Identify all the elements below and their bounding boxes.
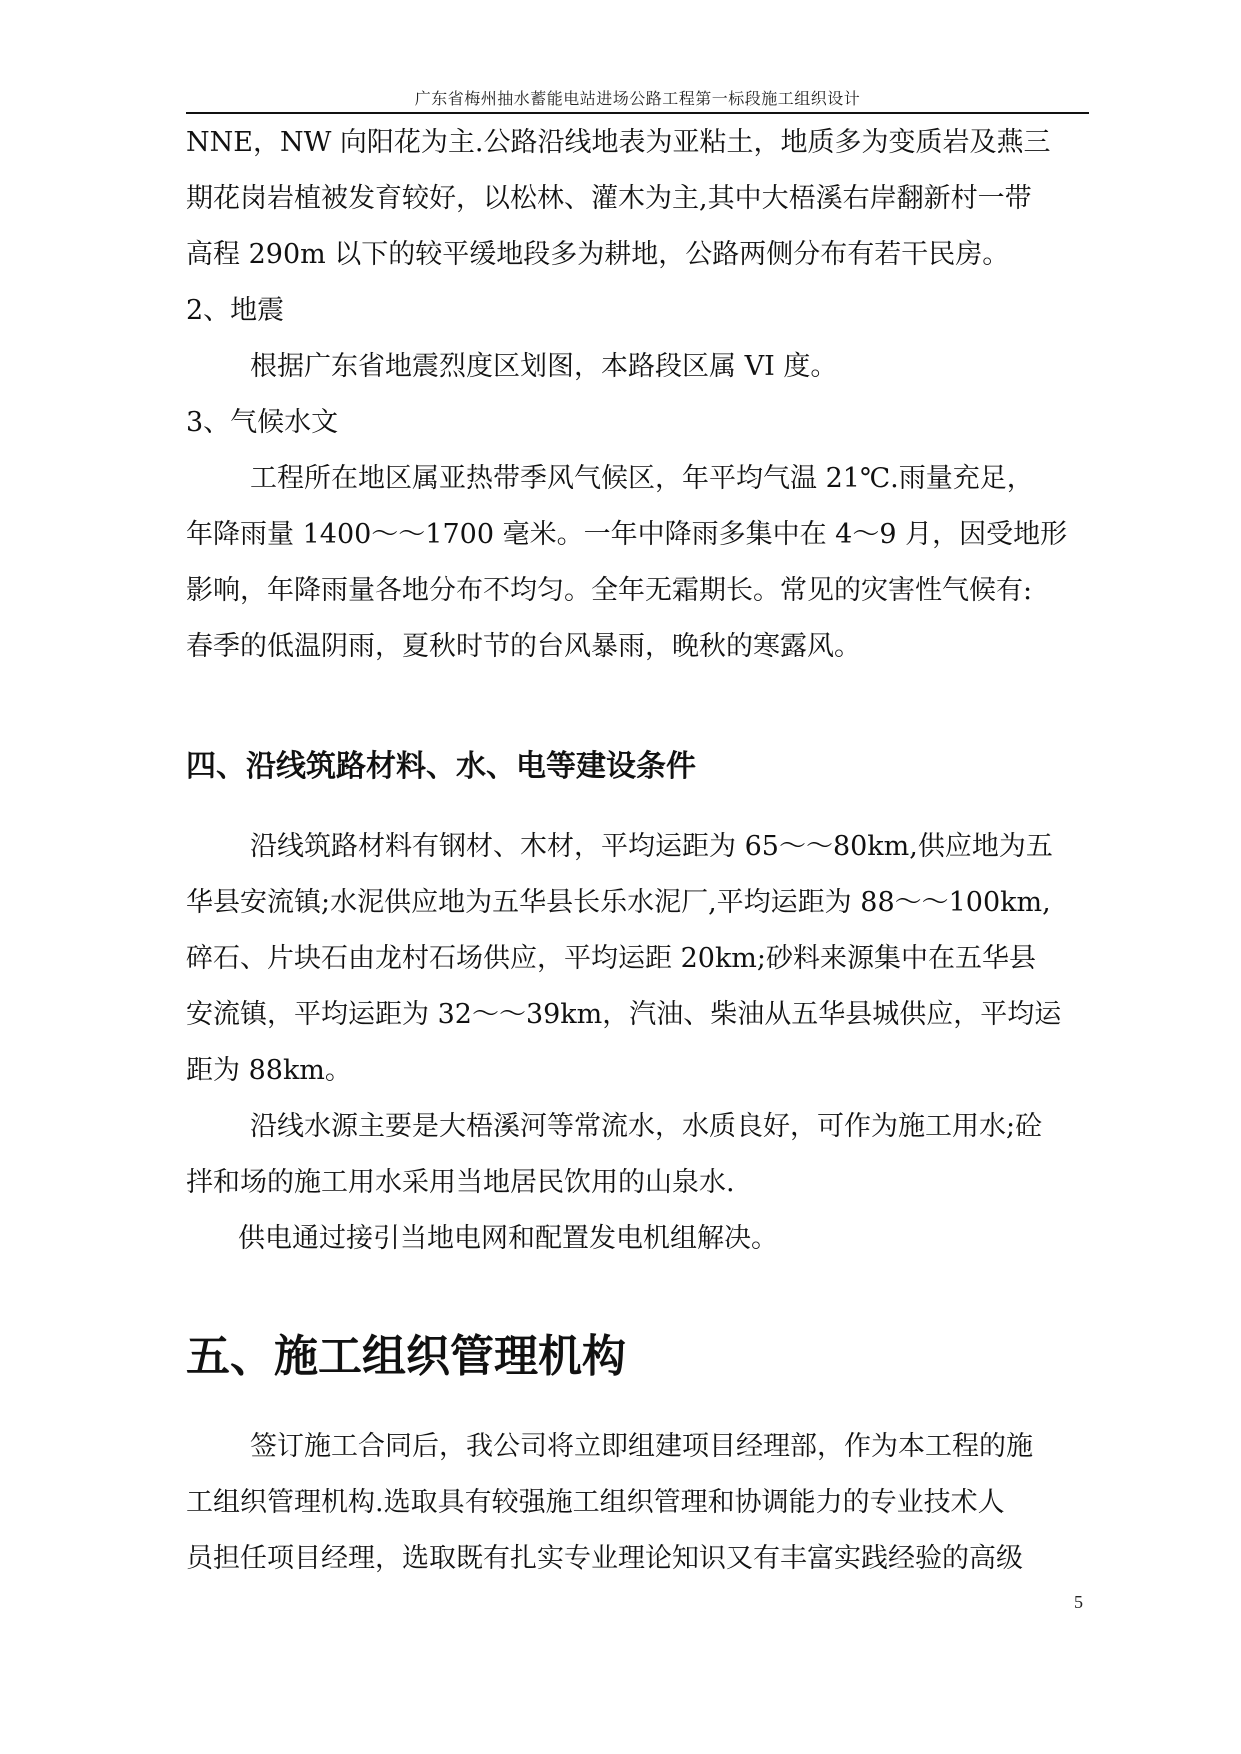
earthquake-text: 根据广东省地震烈度区划图，本路段区属 VI 度。 [250,351,838,382]
climate-line-1: 工程所在地区属亚热带季风气候区，年平均气温 21℃.雨量充足， [250,463,1034,494]
page-number: 5 [1074,1592,1083,1612]
geology-line-3: 高程 290m 以下的较平缓地段多为耕地，公路两侧分布有若干民房。 [186,239,1010,270]
climate-label: 3、气候水文 [186,407,339,438]
climate-line-2: 年降雨量 1400～～1700 毫米。一年中降雨多集中在 4～9 月，因受地形 [186,519,1068,550]
materials-line-3: 碎石、片块石由龙村石场供应，平均运距 20km;砂料来源集中在五华县 [186,943,1036,974]
materials-line-2: 华县安流镇;水泥供应地为五华县长乐水泥厂,平均运距为 88～～100km, [186,887,1051,918]
materials-line-5: 距为 88km。 [186,1055,352,1086]
water-line-2: 拌和场的施工用水采用当地居民饮用的山泉水. [186,1167,735,1198]
section-4-heading: 四、沿线筑路材料、水、电等建设条件 [186,749,696,784]
climate-line-3: 影响，年降雨量各地分布不均匀。全年无霜期长。常见的灾害性气候有: [186,575,1033,606]
geology-line-2: 期花岗岩植被发育较好，以松林、灌木为主,其中大梧溪右岸翻新村一带 [186,183,1032,214]
org-line-3: 员担任项目经理，选取既有扎实专业理论知识又有丰富实践经验的高级 [186,1543,1023,1574]
materials-line-1: 沿线筑路材料有钢材、木材，平均运距为 65～～80km,供应地为五 [250,831,1053,862]
org-line-1: 签订施工合同后，我公司将立即组建项目经理部，作为本工程的施 [250,1431,1033,1462]
header-rule [186,112,1089,114]
materials-line-4: 安流镇，平均运距为 32～～39km，汽油、柴油从五华县城供应，平均运 [186,999,1062,1030]
climate-line-4: 春季的低温阴雨，夏秋时节的台风暴雨，晚秋的寒露风。 [186,631,861,662]
org-line-2: 工组织管理机构.选取具有较强施工组织管理和协调能力的专业技术人 [186,1487,1005,1518]
earthquake-label: 2、地震 [186,295,285,326]
running-header: 广东省梅州抽水蓄能电站进场公路工程第一标段施工组织设计 [414,89,861,108]
section-5-heading: 五、施工组织管理机构 [186,1331,626,1382]
geology-line-1: NNE，NW 向阳花为主.公路沿线地表为亚粘土，地质多为变质岩及燕三 [186,127,1051,158]
water-line-1: 沿线水源主要是大梧溪河等常流水，水质良好，可作为施工用水;砼 [250,1111,1043,1142]
power-line: 供电通过接引当地电网和配置发电机组解决。 [238,1223,778,1254]
